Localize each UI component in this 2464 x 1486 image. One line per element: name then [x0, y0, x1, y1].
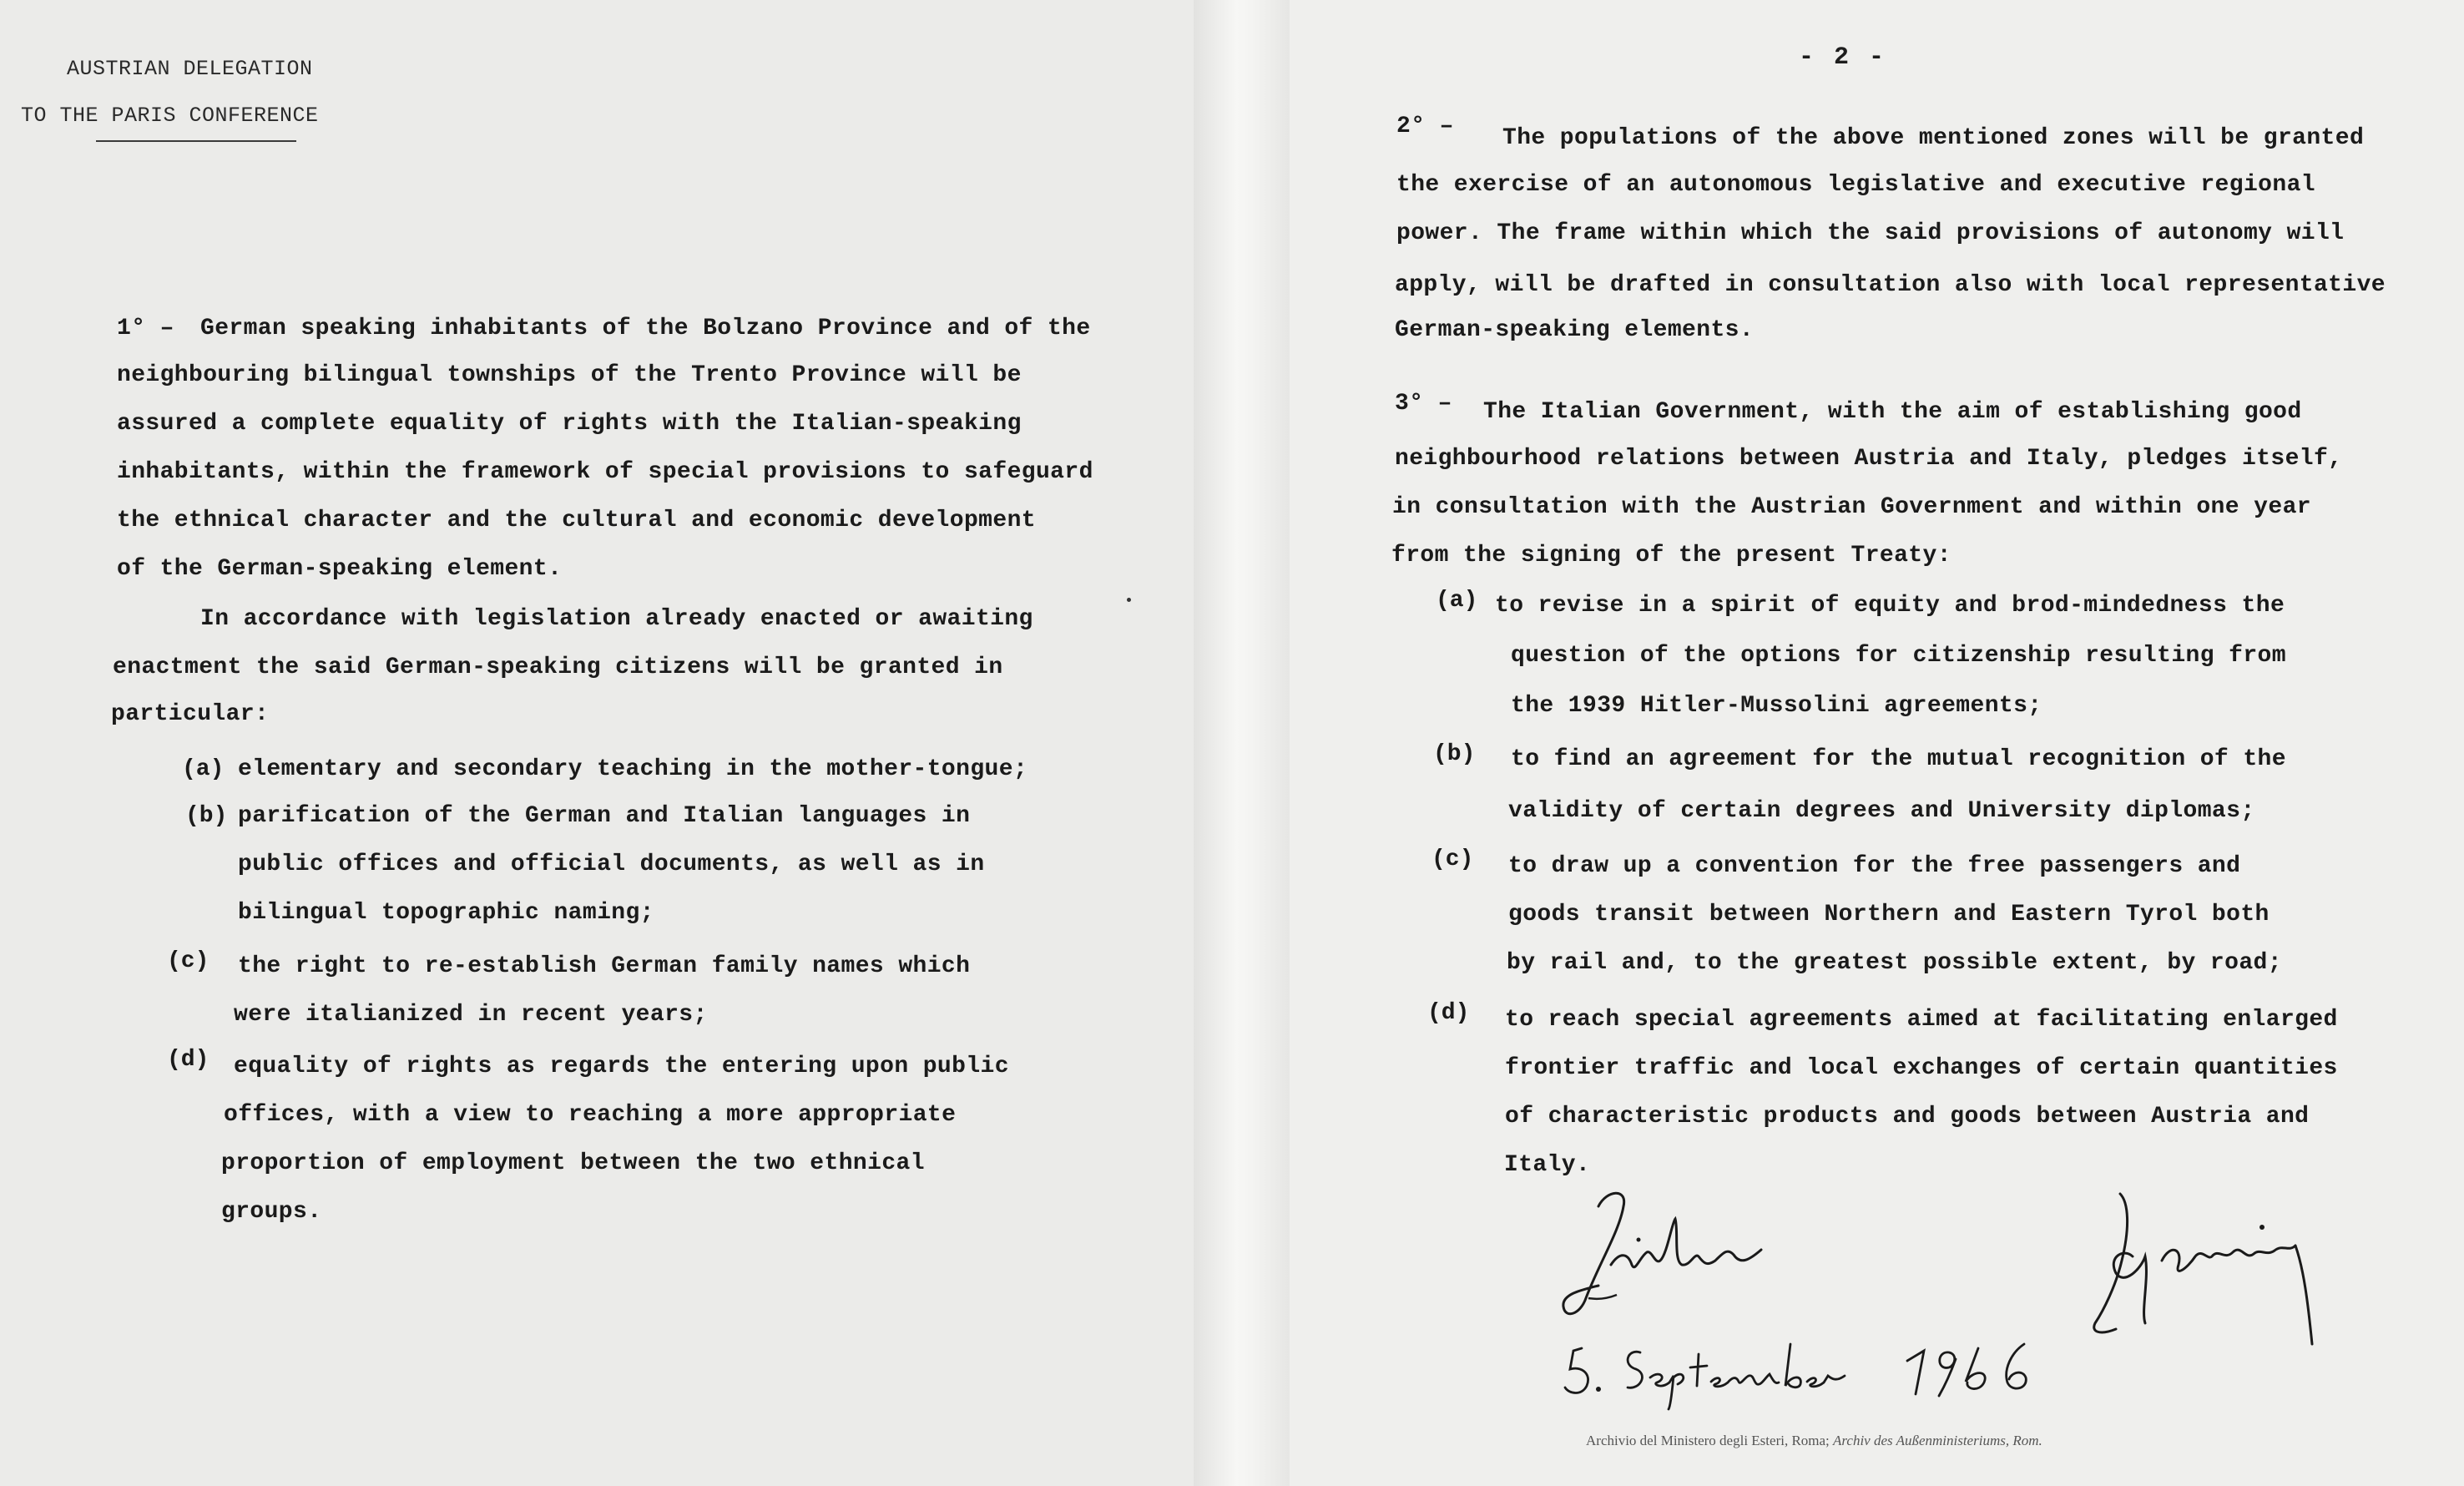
item-ra-line-2: question of the options for citizenship resulting from — [1511, 643, 2286, 669]
para1-line-5: the ethnical character and the cultural and economic development — [117, 508, 1036, 533]
item-b-line-3: bilingual topographic naming; — [238, 900, 654, 926]
item-ra-label: (a) — [1436, 588, 1478, 614]
item-rc-line-3: by rail and, to the greatest possible extent, by road; — [1507, 950, 2282, 976]
para2r-line-4: apply, will be drafted in consultation also with local representative — [1395, 272, 2386, 298]
para1-line-1: German speaking inhabitants of the Bolzano Province and of the — [200, 316, 1091, 341]
header-line-1: AUSTRIAN DELEGATION — [67, 57, 313, 81]
item-b-label: (b) — [185, 803, 228, 829]
para3-line-1: The Italian Government, with the aim of establishing good — [1483, 399, 2302, 425]
para1-number: 1° – — [117, 316, 174, 341]
item-c-label: (c) — [167, 948, 210, 974]
item-rd-line-4: Italy. — [1504, 1152, 1591, 1178]
para2r-line-5: German-speaking elements. — [1395, 317, 1755, 343]
ink-mark — [1127, 598, 1131, 602]
para2r-line-1: The populations of the above mentioned zones will be granted — [1502, 125, 2365, 151]
item-ra-line-3: the 1939 Hitler-Mussolini agreements; — [1511, 693, 2042, 719]
item-c-line-2: were italianized in recent years; — [234, 1002, 708, 1028]
para2-line-3: particular: — [111, 701, 270, 727]
para1-line-2: neighbouring bilingual townships of the Trento Province will be — [117, 362, 1022, 388]
item-rc-line-2: goods transit between Northern and Eastern Tyrol both — [1508, 902, 2270, 927]
item-c-line-1: the right to re-establish German family names which — [238, 953, 971, 979]
item-rd-label: (d) — [1427, 1000, 1470, 1026]
item-rc-line-1: to draw up a convention for the free passengers and — [1508, 853, 2241, 879]
para3-line-2: neighbourhood relations between Austria and Italy, pledges itself, — [1395, 446, 2343, 472]
item-rd-line-3: of characteristic products and goods between Austria and — [1505, 1104, 2310, 1130]
item-b-line-1: parification of the German and Italian languages in — [238, 803, 971, 829]
header-line-2: TO THE PARIS CONFERENCE — [21, 104, 319, 128]
archive-credit — [1586, 1433, 2042, 1449]
item-rc-label: (c) — [1431, 847, 1474, 872]
para1-line-6: of the German-speaking element. — [117, 556, 563, 582]
para3-number: 3° – — [1395, 391, 1452, 417]
item-rd-line-2: frontier traffic and local exchanges of certain quantities — [1505, 1055, 2338, 1081]
item-a-label: (a) — [182, 756, 225, 782]
item-rb-label: (b) — [1433, 741, 1476, 767]
item-a-line-1: elementary and secondary teaching in the mother-tongue; — [238, 756, 1028, 782]
para2-line-2: enactment the said German-speaking citizens will be granted in — [113, 655, 1003, 680]
book-gutter — [1194, 0, 1290, 1486]
para2r-line-2: the exercise of an autonomous legislative and executive regional — [1396, 172, 2315, 198]
item-rb-line-2: validity of certain degrees and University diplomas; — [1508, 798, 2255, 824]
para2r-line-3: power. The frame within which the said provisions of autonomy will — [1396, 220, 2345, 246]
para2r-number: 2° – — [1396, 114, 1454, 139]
item-d-line-3: proportion of employment between the two ethnical — [221, 1150, 925, 1176]
item-d-line-4: groups. — [221, 1199, 322, 1225]
para1-line-3: assured a complete equality of rights with the Italian-speaking — [117, 411, 1022, 437]
right-page — [1290, 0, 2464, 1486]
para2-line-1: In accordance with legislation already enacted or awaiting — [200, 606, 1033, 632]
item-rd-line-1: to reach special agreements aimed at facilitating enlarged — [1505, 1007, 2338, 1033]
item-ra-line-1: to revise in a spirit of equity and brod-mindedness the — [1495, 593, 2285, 619]
item-d-label: (d) — [167, 1047, 210, 1073]
archive-credit-german: Archiv des Außenministeriums, Rom. — [1833, 1433, 2042, 1448]
handwritten-date — [1557, 1302, 2074, 1411]
left-page — [0, 0, 1194, 1486]
para1-line-4: inhabitants, within the framework of special provisions to safeguard — [117, 459, 1093, 485]
para3-line-3: in consultation with the Austrian Government and within one year — [1392, 494, 2311, 520]
item-b-line-2: public offices and official documents, as well as in — [238, 852, 985, 877]
signature-de-gasperi — [2070, 1177, 2371, 1369]
header-underline — [96, 140, 296, 142]
archive-credit-italian: Archivio del Ministero degli Esteri, Roma; — [1586, 1433, 1830, 1448]
item-rb-line-1: to find an agreement for the mutual recognition of the — [1511, 746, 2286, 772]
para3-line-4: from the signing of the present Treaty: — [1391, 543, 1952, 569]
item-d-line-2: offices, with a view to reaching a more appropriate — [224, 1102, 957, 1128]
page-number: - 2 - — [1799, 43, 1887, 72]
item-d-line-1: equality of rights as regards the entering upon public — [234, 1054, 1009, 1079]
